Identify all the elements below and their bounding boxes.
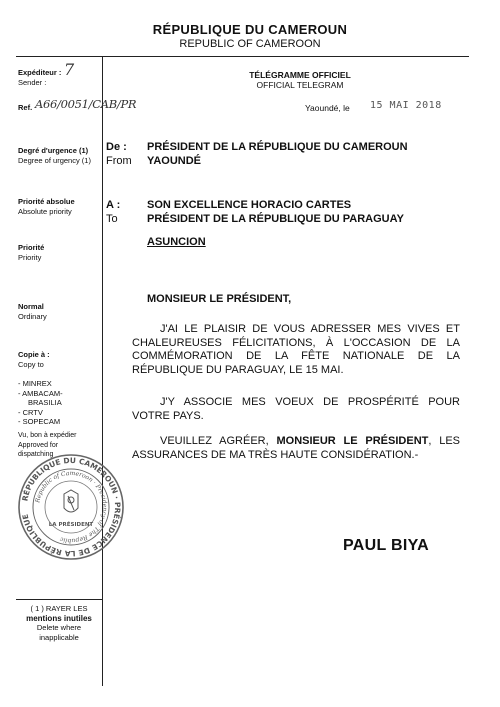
sender-handwritten: 7 <box>64 60 75 79</box>
footnote <box>18 604 100 642</box>
sidebar-divider <box>102 56 103 686</box>
copy-item: BRASILIA <box>28 398 62 407</box>
absolute-priority-block <box>18 197 100 216</box>
normal-fr: Normal <box>18 302 44 311</box>
seal-inner-text: Republic of Cameroon · Presidency of The Republic <box>34 469 109 545</box>
to-label-en: To <box>106 213 118 225</box>
ref-label: Ref. <box>18 103 33 112</box>
country-name-en: REPUBLIC OF CAMEROON <box>179 38 321 50</box>
sender-label-fr: Expéditeur : <box>18 68 62 77</box>
document-header <box>0 22 500 50</box>
paragraph-3-part-c: , LES ASSURANCES DE MA TRÈS HAUTE CONSIDÉRATION.- <box>132 435 461 461</box>
footnote-line-1: ( 1 ) RAYER LES <box>30 604 88 613</box>
copy-item: - SOPECAM <box>18 417 61 426</box>
from-name: PRÉSIDENT DE LA RÉPUBLIQUE DU CAMEROUN <box>147 141 408 153</box>
approval-fr: Vu, bon à expédier <box>18 432 77 439</box>
urgency-label-en: Degree of urgency (1) <box>18 155 91 165</box>
urgency-block <box>18 146 100 165</box>
absolute-priority-en: Absolute priority <box>18 206 72 216</box>
normal-en: Ordinary <box>18 311 47 321</box>
paragraph-2: J'Y ASSOCIE MES VOEUX DE PROSPÉRITÉ POUR VOTRE PAYS. <box>132 396 460 422</box>
copy-block <box>18 350 100 427</box>
approval-en-1: Approved for <box>18 441 59 449</box>
copy-item: - AMBACAM- <box>18 388 63 398</box>
priority-fr: Priorité <box>18 243 45 252</box>
to-city: ASUNCION <box>147 236 206 248</box>
signature: PAUL BIYA <box>343 537 429 554</box>
date-stamp: 15 MAI 2018 <box>370 100 442 111</box>
from-label-en: From <box>106 155 132 167</box>
telegram-title <box>200 70 400 90</box>
presidential-seal <box>16 452 126 562</box>
from-label-fr: De : <box>106 141 127 153</box>
to-label <box>106 198 120 226</box>
header-divider <box>16 56 469 57</box>
footnote-line-2: mentions inutiles <box>26 613 92 623</box>
from-label <box>106 140 132 168</box>
country-name-fr: RÉPUBLIQUE DU CAMEROUN <box>152 22 348 37</box>
seal-center-text: LA PRÉSIDENT <box>48 522 94 528</box>
ref-block <box>18 103 32 113</box>
copy-item: - CRTV <box>18 407 43 417</box>
telegram-title-en: OFFICIAL TELEGRAM <box>256 80 344 90</box>
paragraph-1: J'AI LE PLAISIR DE VOUS ADRESSER MES VIVES ET CHALEUREUSES FÉLICITATIONS, À L'OCCASION DE LA COMMÉMORATION DE LA FÊTE NATIONALE DE LA RÉPUBLIQUE DU PARAGUAY, LE 15 MAI. <box>132 323 460 376</box>
copy-item: - MINREX <box>18 379 52 388</box>
to-recipient-line-2: PRÉSIDENT DE LA RÉPUBLIQUE DU PARAGUAY <box>147 213 404 225</box>
sender-label-en: Sender : <box>18 77 47 87</box>
copy-label-fr: Copie à : <box>18 350 50 359</box>
seal-outer-text: RÉPUBLIQUE DU CAMEROUN · PRÉSIDENCE DE LA RÉPUBLIQUE <box>20 455 123 559</box>
normal-block <box>18 302 100 321</box>
urgency-label-fr: Degré d'urgence (1) <box>18 146 89 155</box>
salutation: MONSIEUR LE PRÉSIDENT, <box>147 293 292 305</box>
copy-label-en: Copy to <box>18 359 44 369</box>
from-city: YAOUNDÉ <box>147 155 201 167</box>
sender-block <box>18 68 100 87</box>
absolute-priority-fr: Priorité absolue <box>18 197 75 206</box>
footnote-line-4: inapplicable <box>39 632 79 642</box>
approval-en-2: dispatching <box>18 451 54 458</box>
footnote-line-3: Delete where <box>36 623 82 632</box>
to-label-fr: A : <box>106 199 121 211</box>
priority-en: Priority <box>18 252 42 262</box>
paragraph-3-part-a: VEUILLEZ AGRÉER, <box>160 435 277 447</box>
paragraph-3-part-b: MONSIEUR LE PRÉSIDENT <box>276 435 429 447</box>
priority-block <box>18 243 100 262</box>
telegram-title-fr: TÉLÉGRAMME OFFICIEL <box>249 70 351 80</box>
to-recipient-line-1: SON EXCELLENCE HORACIO CARTES <box>147 199 352 211</box>
date-place: Yaoundé, le <box>305 103 350 113</box>
paragraph-3 <box>132 435 460 462</box>
ref-handwritten: A66/0051/CAB/PR <box>35 97 137 111</box>
seal-emblem-icon <box>64 490 78 512</box>
footnote-divider <box>16 599 102 600</box>
